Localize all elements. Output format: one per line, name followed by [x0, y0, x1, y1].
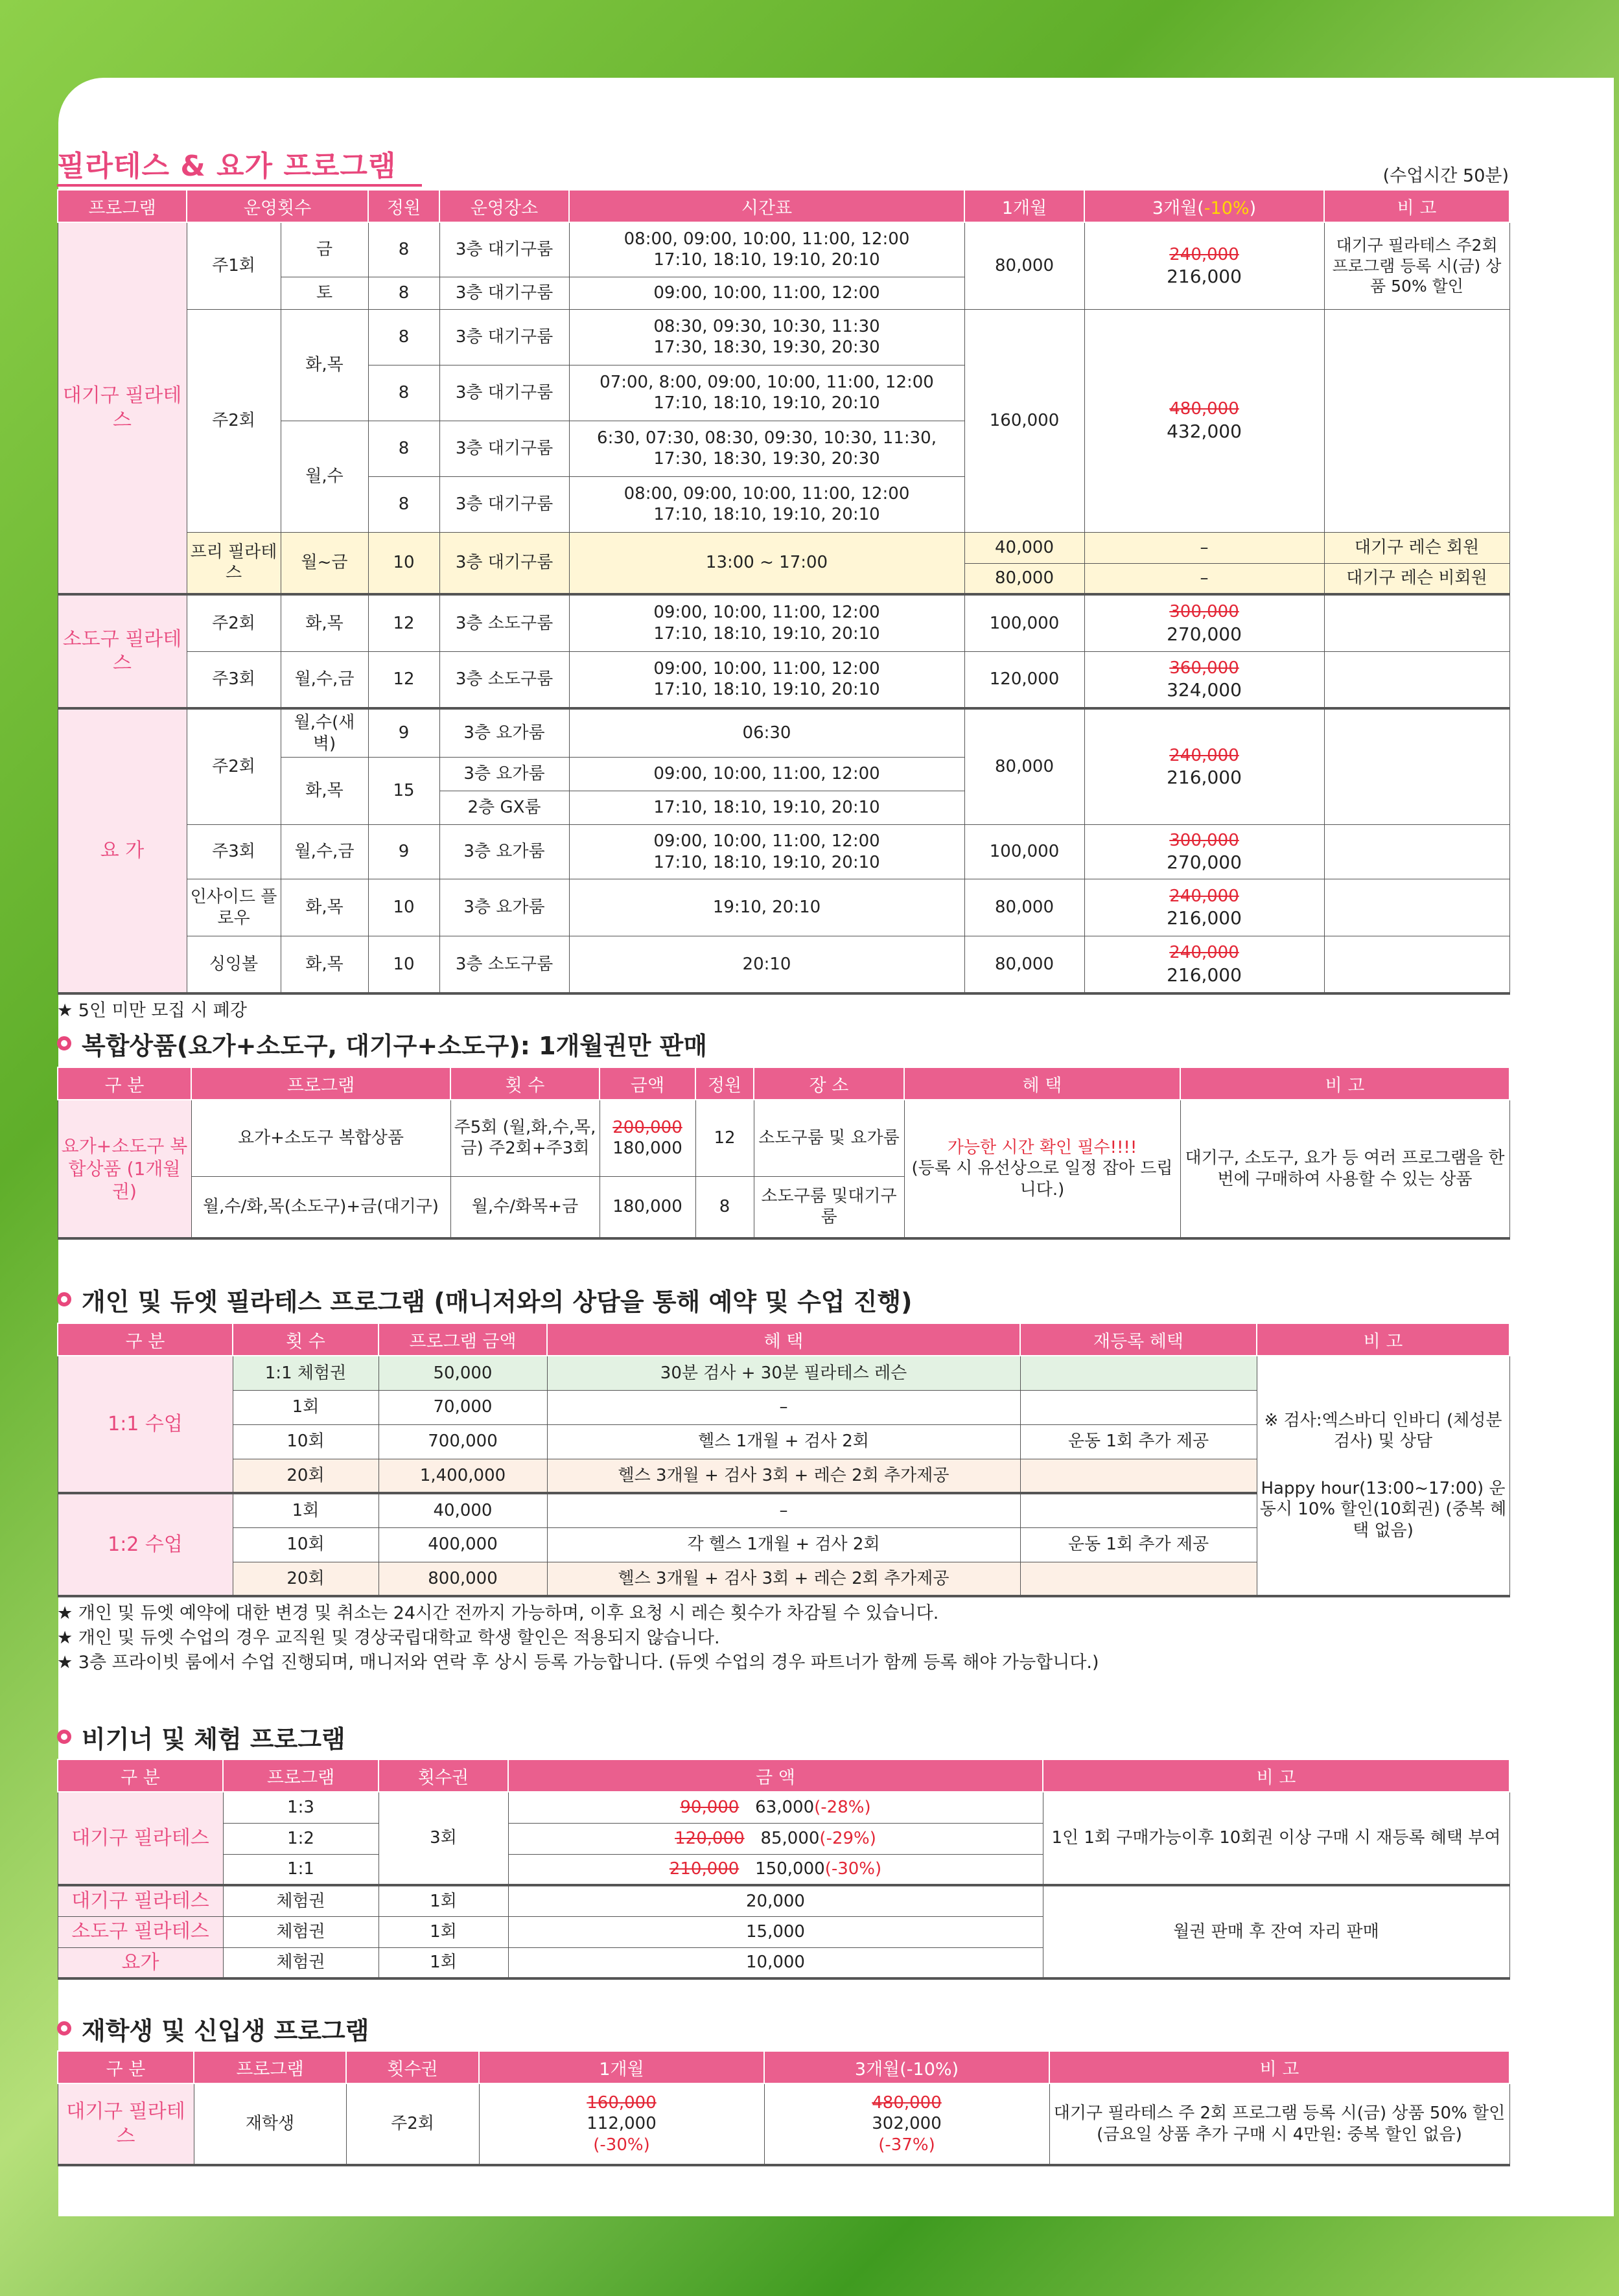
freq: 프리 필라테스: [187, 532, 281, 594]
note: 대기구 필라테스 주 2회 프로그램 등록 시(금) 상품 50% 할인 (금요일 상품 추가 구매 시 4만원: 중복 할인 없음): [1049, 2083, 1509, 2165]
label-1on1: 1:1 수업: [58, 1356, 233, 1493]
place: 3층 소도구룸: [439, 594, 569, 651]
price-3month: 240,000 216,000: [1084, 222, 1324, 309]
benefit: –: [547, 1493, 1020, 1527]
footnote: ★ 개인 및 듀엣 수업의 경우 교직원 및 경상국립대학교 학생 할인은 적용되지 않습니다.: [57, 1627, 720, 1648]
pilates-yoga-table: [57, 189, 1510, 995]
price: 210,000 150,000(-30%): [508, 1854, 1043, 1885]
footnote: ★ 5인 미만 모집 시 폐강: [57, 1000, 247, 1021]
price-1month: 80,000: [964, 563, 1084, 594]
re-benefit: 운동 1회 추가 제공: [1020, 1424, 1257, 1459]
note: [1324, 879, 1509, 936]
freq: 인사이드 플로우: [187, 879, 281, 936]
freq: 주2회: [187, 309, 281, 532]
note: 대기구 필라테스 주2회 프로그램 등록 시(금) 상품 50% 할인: [1324, 222, 1509, 309]
freq: 주2회: [187, 708, 281, 825]
combo-table: [57, 1067, 1510, 1240]
price-3month: 300,000 270,000: [1084, 825, 1324, 879]
place: 3층 요가룸: [439, 879, 569, 936]
section-title: 재학생 및 신입생 프로그램: [82, 2016, 369, 2045]
schedule: 09:00, 10:00, 11:00, 12:00 17:10, 18:10, 19:10, 20:10: [569, 825, 964, 879]
capacity: 15: [368, 758, 439, 825]
section-title: 필라테스 & 요가 프로그램: [57, 150, 397, 183]
schedule: 08:00, 09:00, 10:00, 11:00, 12:00 17:10, 18:10, 19:10, 20:10: [569, 222, 964, 277]
header: 프로그램: [191, 1067, 450, 1100]
place: 2층 GX룸: [439, 791, 569, 825]
capacity: 10: [368, 879, 439, 936]
header: 구 분: [58, 1067, 191, 1100]
pilates-yoga-section: [57, 141, 1509, 1023]
schedule: 13:00 ~ 17:00: [569, 532, 964, 594]
personal-section: [57, 1280, 1509, 1675]
note: 대기구 레슨 비회원: [1324, 563, 1509, 594]
header-capacity: 정원: [368, 190, 439, 222]
price-1month: 120,000: [964, 651, 1084, 708]
bullet-icon: [57, 1292, 71, 1306]
re-benefit: [1020, 1459, 1257, 1493]
price-1month: 80,000: [964, 708, 1084, 825]
program: 체험권: [223, 1885, 379, 1916]
note: 월권 판매 후 잔여 자리 판매: [1043, 1885, 1509, 1978]
freq: 주1회: [187, 222, 281, 309]
re-benefit: [1020, 1493, 1257, 1527]
count: 3회: [379, 1792, 508, 1885]
header: 비 고: [1180, 1067, 1509, 1100]
price: 10,000: [508, 1947, 1043, 1978]
price-1month: 40,000: [964, 532, 1084, 563]
schedule: 09:00, 10:00, 11:00, 12:00: [569, 277, 964, 309]
capacity: 8: [368, 365, 439, 421]
header-note: 비 고: [1324, 190, 1509, 222]
capacity: 10: [368, 532, 439, 594]
header: 장 소: [754, 1067, 904, 1100]
day: 화,목: [281, 879, 368, 936]
price: 1,400,000: [379, 1459, 547, 1493]
price-1month: 100,000: [964, 825, 1084, 879]
count: 20회: [233, 1562, 379, 1596]
note: [1324, 651, 1509, 708]
price: 90,000 63,000(-28%): [508, 1792, 1043, 1823]
day: 월,수: [281, 421, 368, 532]
program: 체험권: [223, 1947, 379, 1978]
price-3month: 480,000 432,000: [1084, 309, 1324, 532]
label: 요가: [58, 1947, 223, 1978]
program: 1:1: [223, 1854, 379, 1885]
count: 20회: [233, 1459, 379, 1493]
header: 구 분: [58, 1323, 233, 1356]
price-1month: 80,000: [964, 936, 1084, 993]
place: 3층 요가룸: [439, 758, 569, 791]
re-benefit: 운동 1회 추가 제공: [1020, 1527, 1257, 1562]
schedule: 09:00, 10:00, 11:00, 12:00 17:10, 18:10, 19:10, 20:10: [569, 651, 964, 708]
header: 구 분: [58, 1759, 223, 1792]
day: 월,수,금: [281, 825, 368, 879]
header: 횟 수: [233, 1323, 379, 1356]
header-3month: 3개월(-10%): [1084, 190, 1324, 222]
price: 20,000: [508, 1885, 1043, 1916]
price: 40,000: [379, 1493, 547, 1527]
benefit: 헬스 3개월 + 검사 3회 + 레슨 2회 추가제공: [547, 1459, 1020, 1493]
count: 10회: [233, 1527, 379, 1562]
label: 대기구 필라테스: [58, 1885, 223, 1916]
freq: 싱잉볼: [187, 936, 281, 993]
price-3month: 300,000 270,000: [1084, 594, 1324, 651]
program: 요가+소도구 복합상품: [191, 1100, 450, 1176]
price: 15,000: [508, 1916, 1043, 1947]
label-1on2: 1:2 수업: [58, 1493, 233, 1596]
header-schedule: 시간표: [569, 190, 964, 222]
header: 혜 택: [547, 1323, 1020, 1356]
class-duration-note: (수업시간 50분): [1382, 166, 1509, 186]
header: 비 고: [1043, 1759, 1509, 1792]
price-3month: 360,000 324,000: [1084, 651, 1324, 708]
freq: 주3회: [187, 825, 281, 879]
capacity: 8: [368, 476, 439, 532]
note: [1324, 825, 1509, 879]
day: 화,목: [281, 936, 368, 993]
header: 혜 택: [904, 1067, 1180, 1100]
count: 1:1 체험권: [233, 1356, 379, 1390]
place: 3층 대기구룸: [439, 277, 569, 309]
header: 횟수권: [346, 2051, 479, 2083]
schedule: 20:10: [569, 936, 964, 993]
header-place: 운영장소: [439, 190, 569, 222]
section-title: 개인 및 듀엣 필라테스 프로그램 (매니저와의 상담을 통해 예약 및 수업 진행): [82, 1287, 913, 1316]
label-yoga: 요 가: [58, 708, 187, 993]
freq: 주3회: [187, 651, 281, 708]
benefit: 가능한 시간 확인 필수!!!! (등록 시 유선상으로 일정 잡아 드립니다.): [904, 1100, 1180, 1238]
note: [1324, 309, 1509, 532]
price-3month: –: [1084, 532, 1324, 563]
section-title: 복합상품(요가+소도구, 대기구+소도구): 1개월권만 판매: [82, 1031, 708, 1060]
price: 400,000: [379, 1527, 547, 1562]
schedule: 08:00, 09:00, 10:00, 11:00, 12:00 17:10, 18:10, 19:10, 20:10: [569, 476, 964, 532]
place: 소도구룸 및 요가룸: [754, 1100, 904, 1176]
day: 월~금: [281, 532, 368, 594]
count: 1회: [379, 1947, 508, 1978]
day: 월,수(새벽): [281, 708, 368, 758]
header: 재등록 혜택: [1020, 1323, 1257, 1356]
count: 1회: [379, 1916, 508, 1947]
header: 횟수권: [379, 1759, 508, 1792]
price: 70,000: [379, 1390, 547, 1424]
count: 주2회: [346, 2083, 479, 2165]
price-1month: 160,000: [964, 309, 1084, 532]
label-equipment-pilates: 대기구 필라테스: [58, 1792, 223, 1885]
place: 3층 대기구룸: [439, 309, 569, 365]
price-3month: –: [1084, 563, 1324, 594]
re-benefit: [1020, 1356, 1257, 1390]
price-1month: 160,000 112,000 (-30%): [479, 2083, 764, 2165]
header: 금액: [600, 1067, 695, 1100]
header: 3개월(-10%): [764, 2051, 1049, 2083]
schedule: 07:00, 8:00, 09:00, 10:00, 11:00, 12:00 17:10, 18:10, 19:10, 20:10: [569, 365, 964, 421]
place: 3층 소도구룸: [439, 936, 569, 993]
note: ※ 검사:엑스바디 인바디 (체성분 검사) 및 상담 Happy hour(13:00~17:00) 운동시 10% 할인(10회권) (중복 혜택 없음): [1257, 1356, 1509, 1596]
footnote: ★ 개인 및 듀엣 예약에 대한 변경 및 취소는 24시간 전까지 가능하며, 이후 요청 시 레슨 횟수가 차감될 수 있습니다.: [57, 1603, 939, 1623]
bullet-icon: [57, 1730, 71, 1744]
count: 월,수/화목+금: [450, 1176, 600, 1238]
price-3month: 240,000 216,000: [1084, 879, 1324, 936]
program: 재학생: [194, 2083, 346, 2165]
count: 1회: [233, 1390, 379, 1424]
re-benefit: [1020, 1562, 1257, 1596]
student-section: [57, 2009, 1509, 2166]
label-equipment-pilates: 대기구 필라테스: [58, 222, 187, 594]
price-1month: 80,000: [964, 222, 1084, 309]
benefit: 30분 검사 + 30분 필라테스 레슨: [547, 1356, 1020, 1390]
count: 주5회 (월,화,수,목,금) 주2회+주3회: [450, 1100, 600, 1176]
schedule: 06:30: [569, 708, 964, 758]
place: 3층 대기구룸: [439, 222, 569, 277]
benefit: 헬스 1개월 + 검사 2회: [547, 1424, 1020, 1459]
header: 정원: [695, 1067, 754, 1100]
day: 월,수,금: [281, 651, 368, 708]
count: 1회: [233, 1493, 379, 1527]
day: 화,목: [281, 594, 368, 651]
count: 1회: [379, 1885, 508, 1916]
label-prop-pilates: 소도구 필라테스: [58, 594, 187, 708]
note: [1324, 708, 1509, 825]
capacity: 10: [368, 936, 439, 993]
day: 금: [281, 222, 368, 277]
count: 10회: [233, 1424, 379, 1459]
place: 3층 대기구룸: [439, 421, 569, 476]
program: 체험권: [223, 1916, 379, 1947]
program: 월,수/화,목(소도구)+금(대기구): [191, 1176, 450, 1238]
schedule: 09:00, 10:00, 11:00, 12:00 17:10, 18:10, 19:10, 20:10: [569, 594, 964, 651]
section-title: 비기너 및 체험 프로그램: [82, 1724, 345, 1754]
place: 3층 대기구룸: [439, 476, 569, 532]
price: 120,000 85,000(-29%): [508, 1823, 1043, 1854]
place: 3층 요가룸: [439, 825, 569, 879]
footnote: ★ 3층 프라이빗 룸에서 수업 진행되며, 매니저와 연락 후 상시 등록 가능합니다. (듀엣 수업의 경우 파트너가 함께 등록 해야 가능합니다.): [57, 1652, 1099, 1673]
price-1month: 80,000: [964, 879, 1084, 936]
header-program: 프로그램: [58, 190, 187, 222]
header: 1개월: [479, 2051, 764, 2083]
header: 프로그램 금액: [379, 1323, 547, 1356]
bullet-icon: [57, 1036, 71, 1050]
price-3month: 240,000 216,000: [1084, 708, 1324, 825]
price-3month: 240,000 216,000: [1084, 936, 1324, 993]
capacity: 8: [368, 222, 439, 277]
capacity: 8: [695, 1176, 754, 1238]
schedule: 08:30, 09:30, 10:30, 11:30 17:30, 18:30, 19:30, 20:30: [569, 309, 964, 365]
schedule: 09:00, 10:00, 11:00, 12:00: [569, 758, 964, 791]
header: 프로그램: [223, 1759, 379, 1792]
benefit: 헬스 3개월 + 검사 3회 + 레슨 2회 추가제공: [547, 1562, 1020, 1596]
personal-table: [57, 1323, 1510, 1597]
label-equipment-pilates: 대기구 필라테스: [58, 2083, 194, 2165]
header: 프로그램: [194, 2051, 346, 2083]
label-combo: 요가+소도구 복합상품 (1개월권): [58, 1100, 191, 1238]
place: 3층 대기구룸: [439, 365, 569, 421]
combo-section: [57, 1024, 1509, 1240]
note: [1324, 936, 1509, 993]
re-benefit: [1020, 1390, 1257, 1424]
program: 1:3: [223, 1792, 379, 1823]
price: 800,000: [379, 1562, 547, 1596]
benefit: 각 헬스 1개월 + 검사 2회: [547, 1527, 1020, 1562]
price-1month: 100,000: [964, 594, 1084, 651]
beginner-table: [57, 1759, 1510, 1980]
capacity: 8: [368, 277, 439, 309]
header: 구 분: [58, 2051, 194, 2083]
day: 화,목: [281, 758, 368, 825]
day: 토: [281, 277, 368, 309]
header-frequency: 운영횟수: [187, 190, 368, 222]
student-table: [57, 2050, 1510, 2166]
capacity: 9: [368, 825, 439, 879]
schedule: 19:10, 20:10: [569, 879, 964, 936]
schedule: 6:30, 07:30, 08:30, 09:30, 10:30, 11:30, 17:30, 18:30, 19:30, 20:30: [569, 421, 964, 476]
price: 700,000: [379, 1424, 547, 1459]
label: 소도구 필라테스: [58, 1916, 223, 1947]
header-1month: 1개월: [964, 190, 1084, 222]
schedule: 17:10, 18:10, 19:10, 20:10: [569, 791, 964, 825]
header: 비 고: [1257, 1323, 1509, 1356]
price: 200,000 180,000: [600, 1100, 695, 1176]
place: 3층 소도구룸: [439, 651, 569, 708]
note: 1인 1회 구매가능이후 10회권 이상 구매 시 재등록 혜택 부여: [1043, 1792, 1509, 1885]
beginner-section: [57, 1717, 1509, 1980]
capacity: 8: [368, 421, 439, 476]
capacity: 8: [368, 309, 439, 365]
capacity: 12: [695, 1100, 754, 1176]
header: 비 고: [1049, 2051, 1509, 2083]
price-3month: 480,000 302,000 (-37%): [764, 2083, 1049, 2165]
benefit: –: [547, 1390, 1020, 1424]
day: 화,목: [281, 309, 368, 421]
place: 3층 대기구룸: [439, 532, 569, 594]
place: 소도구룸 및대기구룸: [754, 1176, 904, 1238]
header: 횟 수: [450, 1067, 600, 1100]
note: 대기구 레슨 회원: [1324, 532, 1509, 563]
note: 대기구, 소도구, 요가 등 여러 프로그램을 한 번에 구매하여 사용할 수 있는 상품: [1180, 1100, 1509, 1238]
place: 3층 요가룸: [439, 708, 569, 758]
freq: 주2회: [187, 594, 281, 651]
capacity: 12: [368, 594, 439, 651]
price: 50,000: [379, 1356, 547, 1390]
header: 금 액: [508, 1759, 1043, 1792]
bullet-icon: [57, 2021, 71, 2035]
capacity: 9: [368, 708, 439, 758]
capacity: 12: [368, 651, 439, 708]
program: 1:2: [223, 1823, 379, 1854]
note: [1324, 594, 1509, 651]
price: 180,000: [600, 1176, 695, 1238]
